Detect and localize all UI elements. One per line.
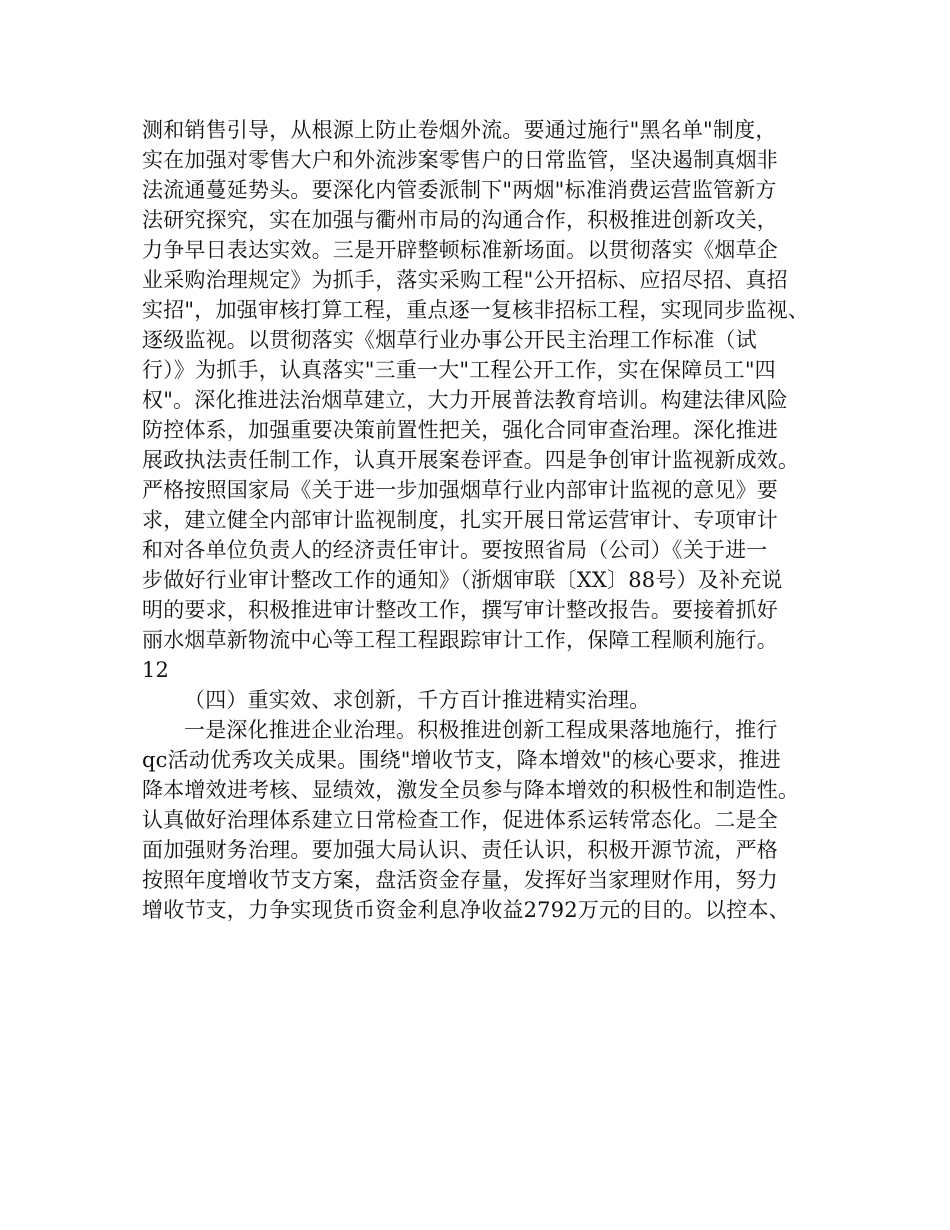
text-line: 实招"，加强审核打算工程，重点逐一复核非招标工程，实现同步监视、 xyxy=(142,298,810,322)
text-line: 增收节支，力争实现货币资金利息净收益2792万元的目的。以控本、 xyxy=(142,898,790,922)
text-line: 行）》为抓手，认真落实"三重一大"工程公开工作，实在保障员工"四 xyxy=(142,358,776,382)
text-line: 展政执法责任制工作，认真开展案卷评查。四是争创审计监视新成效。 xyxy=(142,448,800,472)
text-line: 业采购治理规定》为抓手，落实采购工程"公开招标、应招尽招、真招 xyxy=(142,268,788,292)
text-line: qc活动优秀攻关成果。围绕"增收节支，降本增效"的核心要求，推进 xyxy=(142,748,781,772)
text-line: 严格按照国家局《关于进一步加强烟草行业内部审计监视的意见》要 xyxy=(142,478,778,502)
text-line: 实在加强对零售大户和外流涉案零售户的日常监管，坚决遏制真烟非 xyxy=(142,148,778,172)
paragraph-start-line: 一是深化推进企业治理。积极推进创新工程成果落地施行，推行 xyxy=(184,718,778,742)
text-line: 逐级监视。以贯彻落实《烟草行业办事公开民主治理工作标准（试 xyxy=(142,328,757,352)
text-line: 权"。深化推进法治烟草建立，大力开展普法教育培训。构建法律风险 xyxy=(142,388,788,412)
text-line: 求，建立健全内部审计监视制度，扎实开展日常运营审计、专项审计 xyxy=(142,508,778,532)
text-line: 防控体系，加强重要决策前置性把关，强化合同审查治理。深化推进 xyxy=(142,418,778,442)
text-line: 和对各单位负责人的经济责任审计。要按照省局（公司）《关于进一 xyxy=(142,538,768,562)
text-line: 降本增效进考核、显绩效，激发全员参与降本增效的积极性和制造性。 xyxy=(142,778,800,802)
text-line: 12 xyxy=(142,658,170,682)
text-line: 丽水烟草新物流中心等工程工程跟踪审计工作，保障工程顺利施行。 xyxy=(142,628,778,652)
text-line: 法流通蔓延势头。要深化内管委派制下"两烟"标准消费运营监管新方 xyxy=(142,178,777,202)
text-line: 明的要求，积极推进审计整改工作，撰写审计整改报告。要接着抓好 xyxy=(142,598,778,622)
section-heading: （四）重实效、求创新，千方百计推进精实治理。 xyxy=(184,688,651,712)
text-line: 面加强财务治理。要加强大局认识、责任认识，积极开源节流，严格 xyxy=(142,838,778,862)
text-line: 按照年度增收节支方案，盘活资金存量，发挥好当家理财作用，努力 xyxy=(142,868,778,892)
text-line: 力争早日表达实效。三是开辟整顿标准新场面。以贯彻落实《烟草企 xyxy=(142,238,778,262)
text-line: 认真做好治理体系建立日常检查工作，促进体系运转常态化。二是全 xyxy=(142,808,778,832)
text-line: 测和销售引导，从根源上防止卷烟外流。要通过施行"黑名单"制度， xyxy=(142,118,777,142)
text-line: 步做好行业审计整改工作的通知》（浙烟审联〔XX〕88号）及补充说 xyxy=(142,568,783,592)
text-line: 法研究探究，实在加强与衢州市局的沟通合作，积极推进创新攻关， xyxy=(142,208,778,232)
